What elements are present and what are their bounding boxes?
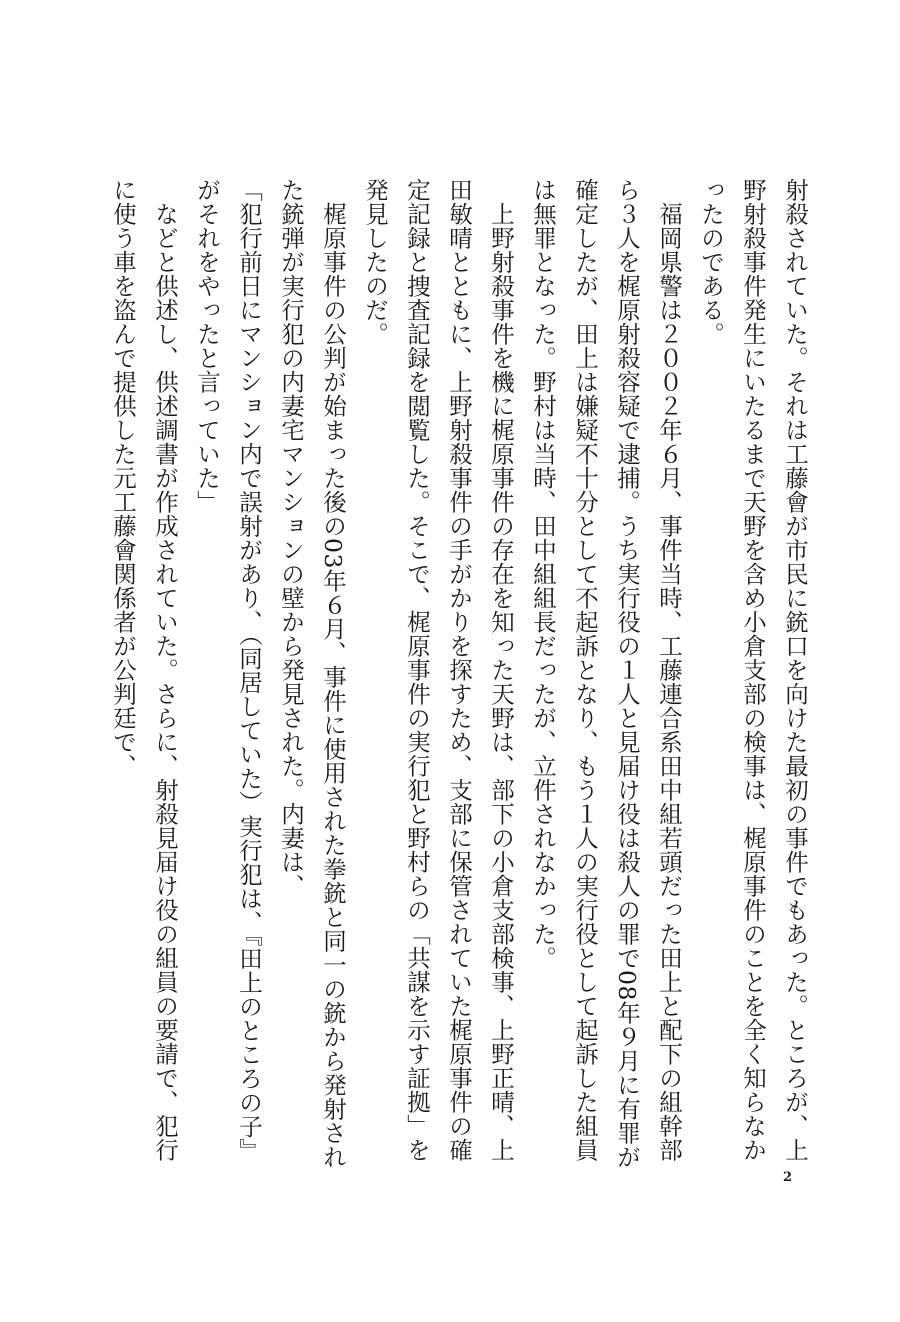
text-line: 「犯行前日にマンション内で誤射があり、（同居していた）実行犯は、『田上のところの子』 xyxy=(235,178,263,1163)
text-line: に使う車を盗んで提供した元工藤會関係者が公判廷で、 xyxy=(109,178,137,778)
page-number: 2 xyxy=(782,1170,792,1185)
text-line: 定記録と捜査記録を閲覧した。そこで、梶原事件の実行犯と野村らの「共謀を示す証拠」を xyxy=(403,178,431,1162)
vertical-text-body xyxy=(102,178,816,1169)
text-line: 田敏晴とともに、上野射殺事件の手がかりを探すため、支部に保管されていた梶原事件の確 xyxy=(445,178,473,1162)
text-line: 野射殺事件発生にいたるまで天野を含め小倉支部の検事は、梶原事件のことを全く知らなか xyxy=(739,178,767,1162)
text-line: などと供述し、供述調書が作成されていた。さらに、射殺見届け役の組員の要請で、犯行 xyxy=(151,178,179,1162)
text-line: 梶原事件の公判が始まった後の03年６月、事件に使用された拳銃と同一の銃から発射され xyxy=(319,178,347,1169)
text-line: 福岡県警は２００２年６月、事件当時、工藤連合系田中組若頭だった田上と配下の組幹部 xyxy=(655,178,683,1162)
text-line: がそれをやったと言っていた」 xyxy=(193,178,221,514)
text-line: 射殺されていた。それは工藤會が市民に銃口を向けた最初の事件でもあった。ところが、上 xyxy=(781,178,809,1162)
text-line: た銃弾が実行犯の内妻宅マンションの壁から発見された。内妻は、 xyxy=(277,178,305,898)
text-line: 上野射殺事件を機に梶原事件の存在を知った天野は、部下の小倉支部検事、上野正晴、上 xyxy=(487,178,515,1162)
text-line: ったのである。 xyxy=(697,178,725,346)
text-line: ら３人を梶原射殺容疑で逮捕。うち実行役の１人と見届け役は殺人の罪で08年９月に有罪が xyxy=(613,178,641,1169)
text-line: 発見したのだ。 xyxy=(361,178,389,346)
text-line: 確定したが、田上は嫌疑不十分として不起訴となり、もう１人の実行役として起訴した組員 xyxy=(571,178,599,1162)
text-line: は無罪となった。野村は当時、田中組組長だったが、立件されなかった。 xyxy=(529,178,557,970)
